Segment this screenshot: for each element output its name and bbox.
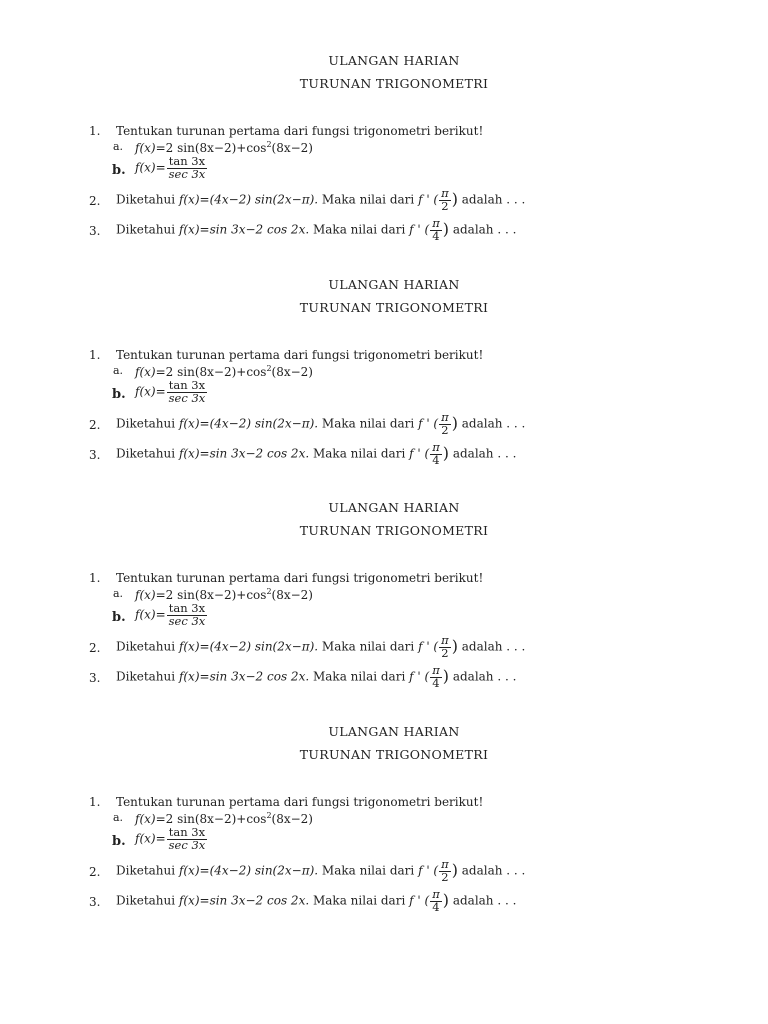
formula-exponent: 2 (266, 140, 272, 149)
formula-derivative: f ' ( (418, 416, 439, 431)
formula-rhs: 2 sin(8x−2)+cos (165, 812, 267, 826)
item-label: b. (112, 834, 126, 849)
fraction-numerator: π (432, 216, 440, 230)
quiz-title: ULANGAN HARIAN (328, 277, 460, 292)
fraction-denominator: 2 (441, 198, 449, 213)
formula-rhs-tail: (8x−2) (271, 812, 313, 826)
fraction-numerator: π (441, 186, 449, 200)
fraction-denominator: sec 3x (168, 390, 206, 405)
formula-lhs: f(x)= (135, 588, 166, 602)
question-text-tail: adalah . . . (452, 893, 517, 908)
formula-lhs: f(x)= (135, 812, 166, 826)
quiz-block (0, 447, 768, 690)
formula-close: ) (451, 189, 458, 209)
question-text: Diketahui (116, 863, 176, 878)
question-text-mid: Maka nilai dari (312, 222, 406, 237)
formula-derivative: f ' ( (418, 863, 439, 878)
formula-close: ) (451, 636, 458, 656)
question-text: Diketahui (116, 446, 176, 461)
formula-close: ) (442, 666, 449, 686)
formula-b (135, 827, 208, 851)
question-text-mid: Maka nilai dari (321, 192, 415, 207)
formula-rhs-tail: (8x−2) (271, 141, 313, 155)
fraction-denominator: 4 (432, 228, 440, 243)
question-number: 1. (89, 571, 101, 585)
quiz-subtitle: TURUNAN TRIGONOMETRI (299, 76, 489, 91)
formula-lhs: f(x)= (135, 607, 166, 622)
fraction-numerator: tan 3x (167, 156, 208, 169)
formula-b (135, 380, 208, 404)
question-text: Diketahui (116, 192, 176, 207)
formula-close: ) (442, 443, 449, 463)
fraction-denominator: 4 (432, 899, 440, 914)
question-number: 1. (89, 795, 101, 809)
formula-a (135, 811, 313, 826)
item-label: b. (112, 163, 126, 178)
question-body (116, 859, 525, 883)
fraction (167, 380, 208, 404)
formula-derivative: f ' ( (409, 446, 430, 461)
question-text-mid: Maka nilai dari (312, 893, 406, 908)
formula-rhs: 2 sin(8x−2)+cos (165, 141, 267, 155)
fraction-numerator: π (441, 410, 449, 424)
fraction (430, 889, 442, 913)
question-text: Diketahui (116, 893, 176, 908)
formula-a (135, 364, 313, 379)
fraction-numerator: tan 3x (167, 827, 208, 840)
question-text-tail: adalah . . . (461, 416, 526, 431)
quiz-title: ULANGAN HARIAN (328, 53, 460, 68)
question-text: Tentukan turunan pertama dari fungsi trigonometri berikut! (116, 795, 484, 809)
question-text-tail: adalah . . . (452, 446, 517, 461)
question-number: 3. (89, 448, 101, 462)
fraction-denominator: sec 3x (168, 166, 206, 181)
formula-a (135, 140, 313, 155)
fraction-numerator: π (432, 887, 440, 901)
question-body (116, 188, 525, 212)
question-text-mid: Maka nilai dari (312, 446, 406, 461)
fraction (167, 156, 208, 180)
fraction-numerator: tan 3x (167, 603, 208, 616)
formula-derivative: f ' ( (409, 669, 430, 684)
fraction-denominator: 2 (441, 645, 449, 660)
fraction (167, 603, 208, 627)
formula-derivative: f ' ( (409, 893, 430, 908)
fraction-numerator: π (441, 633, 449, 647)
formula-exponent: 2 (266, 364, 272, 373)
formula-close: ) (442, 890, 449, 910)
formula-rhs-tail: (8x−2) (271, 365, 313, 379)
item-label: a. (113, 140, 124, 153)
fraction-numerator: π (441, 857, 449, 871)
formula: f(x)=sin 3x−2 cos 2x. (178, 893, 310, 908)
formula-derivative: f ' ( (418, 639, 439, 654)
fraction (439, 859, 451, 883)
formula: f(x)=sin 3x−2 cos 2x. (178, 446, 310, 461)
item-label: a. (113, 811, 124, 824)
fraction-denominator: 4 (432, 675, 440, 690)
question-text: Diketahui (116, 416, 176, 431)
formula-b (135, 156, 208, 180)
fraction-numerator: π (432, 440, 440, 454)
fraction-denominator: sec 3x (168, 837, 206, 852)
question-text-mid: Maka nilai dari (321, 639, 415, 654)
formula-lhs: f(x)= (135, 384, 166, 399)
formula-close: ) (451, 413, 458, 433)
fraction-numerator: tan 3x (167, 380, 208, 393)
question-text: Tentukan turunan pertama dari fungsi trigonometri berikut! (116, 348, 484, 362)
question-text-tail: adalah . . . (452, 669, 517, 684)
formula-b (135, 603, 208, 627)
formula-rhs-tail: (8x−2) (271, 588, 313, 602)
question-text-tail: adalah . . . (461, 639, 526, 654)
question-number: 2. (89, 418, 101, 432)
question-text-mid: Maka nilai dari (321, 863, 415, 878)
formula: f(x)=(4x−2) sin(2x−π). (178, 192, 319, 207)
formula: f(x)=(4x−2) sin(2x−π). (178, 639, 319, 654)
formula-lhs: f(x)= (135, 141, 166, 155)
formula-lhs: f(x)= (135, 160, 166, 175)
quiz-subtitle: TURUNAN TRIGONOMETRI (299, 747, 489, 762)
quiz-block (0, 671, 768, 914)
quiz-subtitle: TURUNAN TRIGONOMETRI (299, 523, 489, 538)
formula-exponent: 2 (266, 811, 272, 820)
question-number: 1. (89, 348, 101, 362)
fraction-denominator: 4 (432, 452, 440, 467)
formula-rhs: 2 sin(8x−2)+cos (165, 365, 267, 379)
question-text-mid: Maka nilai dari (312, 669, 406, 684)
fraction-numerator: π (432, 663, 440, 677)
formula-a (135, 587, 313, 602)
question-body (116, 889, 516, 913)
fraction (167, 827, 208, 851)
question-body (116, 412, 525, 436)
formula-exponent: 2 (266, 587, 272, 596)
quiz-subtitle: TURUNAN TRIGONOMETRI (299, 300, 489, 315)
question-text: Tentukan turunan pertama dari fungsi trigonometri berikut! (116, 571, 484, 585)
formula-derivative: f ' ( (409, 222, 430, 237)
question-text: Diketahui (116, 639, 176, 654)
question-text-tail: adalah . . . (461, 863, 526, 878)
question-body (116, 635, 525, 659)
quiz-title: ULANGAN HARIAN (328, 724, 460, 739)
formula-lhs: f(x)= (135, 365, 166, 379)
formula: f(x)=sin 3x−2 cos 2x. (178, 222, 310, 237)
item-label: b. (112, 387, 126, 402)
fraction (439, 188, 451, 212)
item-label: a. (113, 364, 124, 377)
question-text: Diketahui (116, 222, 176, 237)
formula: f(x)=(4x−2) sin(2x−π). (178, 863, 319, 878)
question-text: Tentukan turunan pertama dari fungsi trigonometri berikut! (116, 124, 484, 138)
fraction (439, 635, 451, 659)
question-text: Diketahui (116, 669, 176, 684)
formula-close: ) (451, 860, 458, 880)
question-text-mid: Maka nilai dari (321, 416, 415, 431)
item-label: b. (112, 610, 126, 625)
quiz-title: ULANGAN HARIAN (328, 500, 460, 515)
quiz-block (0, 224, 768, 467)
question-number: 2. (89, 641, 101, 655)
item-label: a. (113, 587, 124, 600)
question-number: 3. (89, 224, 101, 238)
fraction-denominator: 2 (441, 422, 449, 437)
question-text-tail: adalah . . . (452, 222, 517, 237)
fraction (439, 412, 451, 436)
formula: f(x)=(4x−2) sin(2x−π). (178, 416, 319, 431)
question-number: 1. (89, 124, 101, 138)
formula-derivative: f ' ( (418, 192, 439, 207)
formula: f(x)=sin 3x−2 cos 2x. (178, 669, 310, 684)
fraction-denominator: 2 (441, 869, 449, 884)
question-number: 2. (89, 865, 101, 879)
quiz-block (0, 0, 768, 243)
question-number: 3. (89, 895, 101, 909)
question-number: 3. (89, 671, 101, 685)
question-text-tail: adalah . . . (461, 192, 526, 207)
formula-rhs: 2 sin(8x−2)+cos (165, 588, 267, 602)
formula-close: ) (442, 219, 449, 239)
question-number: 2. (89, 194, 101, 208)
formula-lhs: f(x)= (135, 831, 166, 846)
fraction-denominator: sec 3x (168, 613, 206, 628)
